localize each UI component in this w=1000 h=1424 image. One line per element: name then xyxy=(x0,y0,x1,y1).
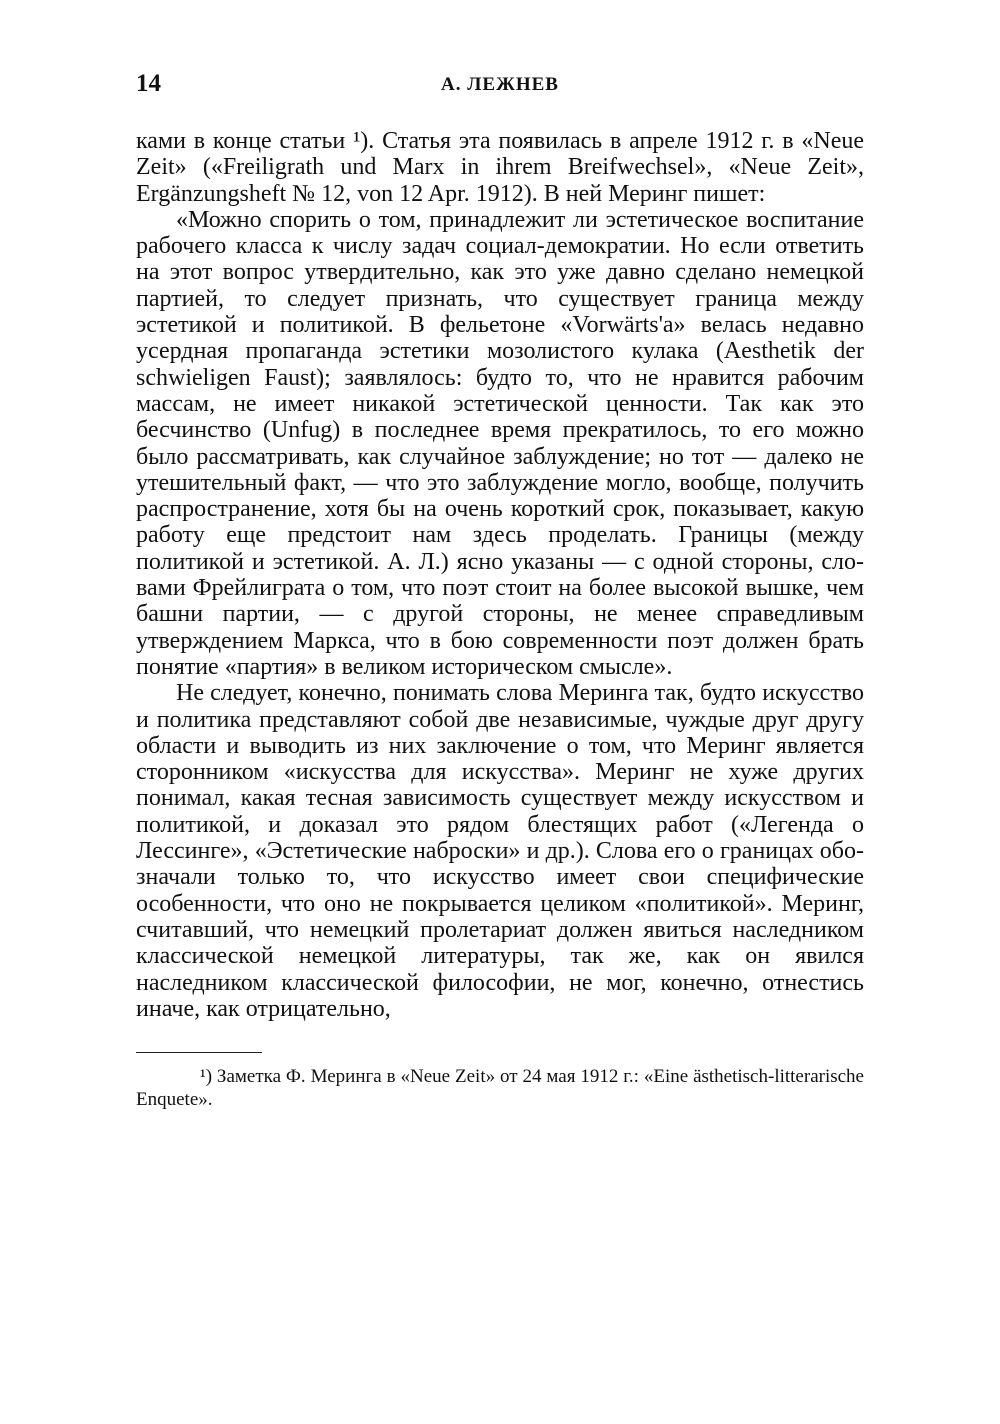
running-head-author: А. ЛЕЖНЕВ xyxy=(441,74,559,95)
paragraph-continuation: ками в конце статьи ¹). Статья эта появилась в апреле 1912 г. в «Neue Zeit» («Freiligrath und Marx in ihrem Breifwechsel», «Neue Zeit», Ergänzungsheft № 12, von 12 Apr. 1912). В ней Меринг пишет: xyxy=(136,128,864,207)
footnote-separator xyxy=(136,1052,262,1053)
footnote: ¹) Заметка Ф. Меринга в «Neue Zeit» от 24 мая 1912 г.: «Eine ästhetisch-litterarische Enquete». xyxy=(136,1066,864,1111)
paragraph: Не следует, конечно, понимать слова Меринга так, будто искусство и политика представляют собой две независимые, чуждые друг другу области и выводить из них заключение о том, что Меринг является сторонником «искусства для искусства». Меринг не хуже других понимал, какая тесная зависимость существует между искусством и политикой, и доказал это рядом блестящих работ («Легенда о Лессинге», «Эстетические наброски» и др.). Слова его о границах обозначали только то, что искусство имеет свои специфические особенности, что оно не покрывается целиком «политикой». Меринг, считавший, что немецкий пролетариат должен явиться наследником классической немецкой литературы, так же, как он явился наследником классической философии, не мог, конечно, отнестись иначе, как отрицательно, xyxy=(136,680,864,1022)
running-head xyxy=(136,70,864,110)
book-page xyxy=(136,70,864,1111)
page-number: 14 xyxy=(136,70,161,97)
body-text xyxy=(136,128,864,1022)
paragraph-quote: «Можно спорить о том, принадлежит ли эстетическое воспитание рабочего класса к числу задач социал-демократии. Но если ответить на этот вопрос утвердительно, как это уже давно сделано немецкой партией, то следует признать, что существует граница между эстетикой и политикой. В фельетоне «Vorwärts'a» велась недавно усердная пропаганда эстетики мозолистого кулака (Aesthetik der schwieligen Faust); заявлялось: будто то, что не нравится рабочим массам, не имеет никакой эстетической ценности. Так как это бесчинство (Unfug) в последнее время прекратилось, то его можно было рассматривать, как случайное заблуждение; но тот — далеко не утешительный факт, — что это заблуждение могло, вообще, получить распространение, хотя бы на очень короткий срок, показывает, какую работу еще предстоит нам здесь проделать. Границы (между политикой и эстетикой. А. Л.) ясно указаны — с одной стороны, словами Фрейлиграта о том, что поэт стоит на более высокой вышке, чем башни партии, — с другой стороны, не менее справедливым утверждением Маркса, что в бою современности поэт должен брать понятие «партия» в великом историческом смысле». xyxy=(136,206,864,680)
